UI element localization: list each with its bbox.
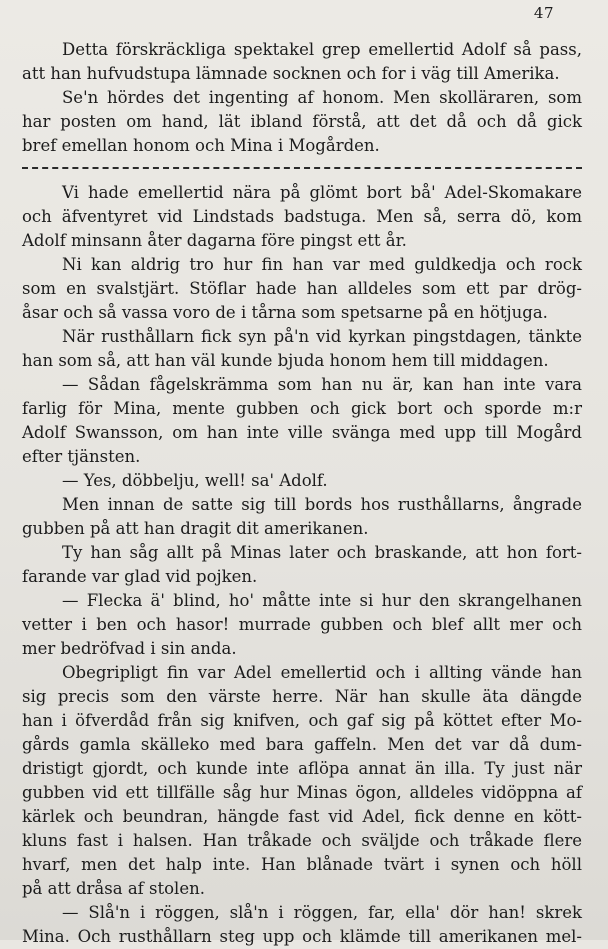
text-line: kärlek och beundran, hängde fast vid Adel, fick denne en kött-	[22, 807, 582, 826]
text-line: När rusthållarn fick syn på'n vid kyrkan pingstdagen, tänkte	[62, 327, 582, 346]
text-line: och äfventyret vid Lindstads badstuga. Men så, serra dö, kom	[22, 207, 582, 226]
text-line: kluns fast i halsen. Han tråkade och sväljde och tråkade flere	[22, 831, 582, 850]
body-text	[22, 38, 582, 949]
text-line: Mina. Och rusthållarn steg upp och klämde till amerikanen mel-	[22, 927, 582, 946]
text-line: Men innan de satte sig till bords hos rusthållarns, ångrade	[62, 495, 582, 514]
text-line: farande var glad vid pojken.	[22, 567, 258, 586]
text-line: dristigt gjordt, och kunde inte aflöpa annat än illa. Ty just när	[22, 759, 582, 778]
text-line: som en svalstjärt. Stöflar hade han alldeles som ett par drög-	[22, 279, 582, 298]
text-line: mer bedröfvad i sin anda.	[22, 639, 237, 658]
text-line: Obegripligt fin var Adel emellertid och i allting vände han	[62, 663, 582, 682]
text-line: — Sådan fågelskrämma som han nu är, kan han inte vara	[62, 375, 582, 394]
text-line: vetter i ben och hasor! murrade gubben och blef allt mer och	[22, 615, 582, 634]
text-line: farlig för Mina, mente gubben och gick bort och sporde m:r	[22, 399, 582, 418]
text-line: Detta förskräckliga spektakel grep emellertid Adolf så pass,	[62, 40, 582, 59]
text-line: — Slå'n i röggen, slå'n i röggen, far, ella' dör han! skrek	[62, 903, 582, 922]
text-line: har posten om hand, lät ibland förstå, att det då och då gick	[22, 112, 582, 131]
text-line: efter tjänsten.	[22, 447, 141, 466]
text-line: Adolf minsann åter dagarna före pingst ett år.	[22, 231, 407, 250]
text-line: han som så, att han väl kunde bjuda honom hem till middagen.	[22, 351, 549, 370]
text-line: gubben på att han dragit dit amerikanen.	[22, 519, 369, 538]
text-line: Ty han såg allt på Minas later och braskande, att hon fort-	[62, 543, 582, 562]
text-line: Se'n hördes det ingenting af honom. Men skolläraren, som	[62, 88, 582, 107]
text-line: han i öfverdåd från sig knifven, och gaf sig på köttet efter Mo-	[22, 711, 582, 730]
section-separator	[22, 167, 582, 183]
text-line: åsar och så vassa voro de i tårna som spetsarne på en hötjuga.	[22, 303, 548, 322]
text-line: hvarf, men det halp inte. Han blånade tvärt i synen och höll	[22, 855, 582, 874]
text-line: sig precis som den värste herre. När han skulle äta dängde	[22, 687, 582, 706]
page-number: 47	[533, 4, 554, 22]
text-line: — Flecka ä' blind, ho' måtte inte si hur den skrangelhanen	[62, 591, 582, 610]
text-line: Vi hade emellertid nära på glömt bort bå' Adel-Skomakare	[62, 183, 582, 202]
text-line: att han hufvudstupa lämnade socknen och for i väg till Amerika.	[22, 64, 560, 83]
text-line: gubben vid ett tillfälle såg hur Minas ögon, alldeles vidöppna af	[22, 783, 582, 802]
text-line: på att dråsa af stolen.	[22, 879, 205, 898]
text-line: bref emellan honom och Mina i Mogården.	[22, 136, 380, 155]
text-line: — Yes, döbbelju, well! sa' Adolf.	[62, 471, 328, 490]
text-line: Adolf Swansson, om han inte ville svänga med upp till Mogård	[22, 423, 582, 442]
text-line: gårds gamla skälleko med bara gaffeln. Men det var då dum-	[22, 735, 582, 754]
text-line: Ni kan aldrig tro hur fin han var med guldkedja och rock	[62, 255, 582, 274]
